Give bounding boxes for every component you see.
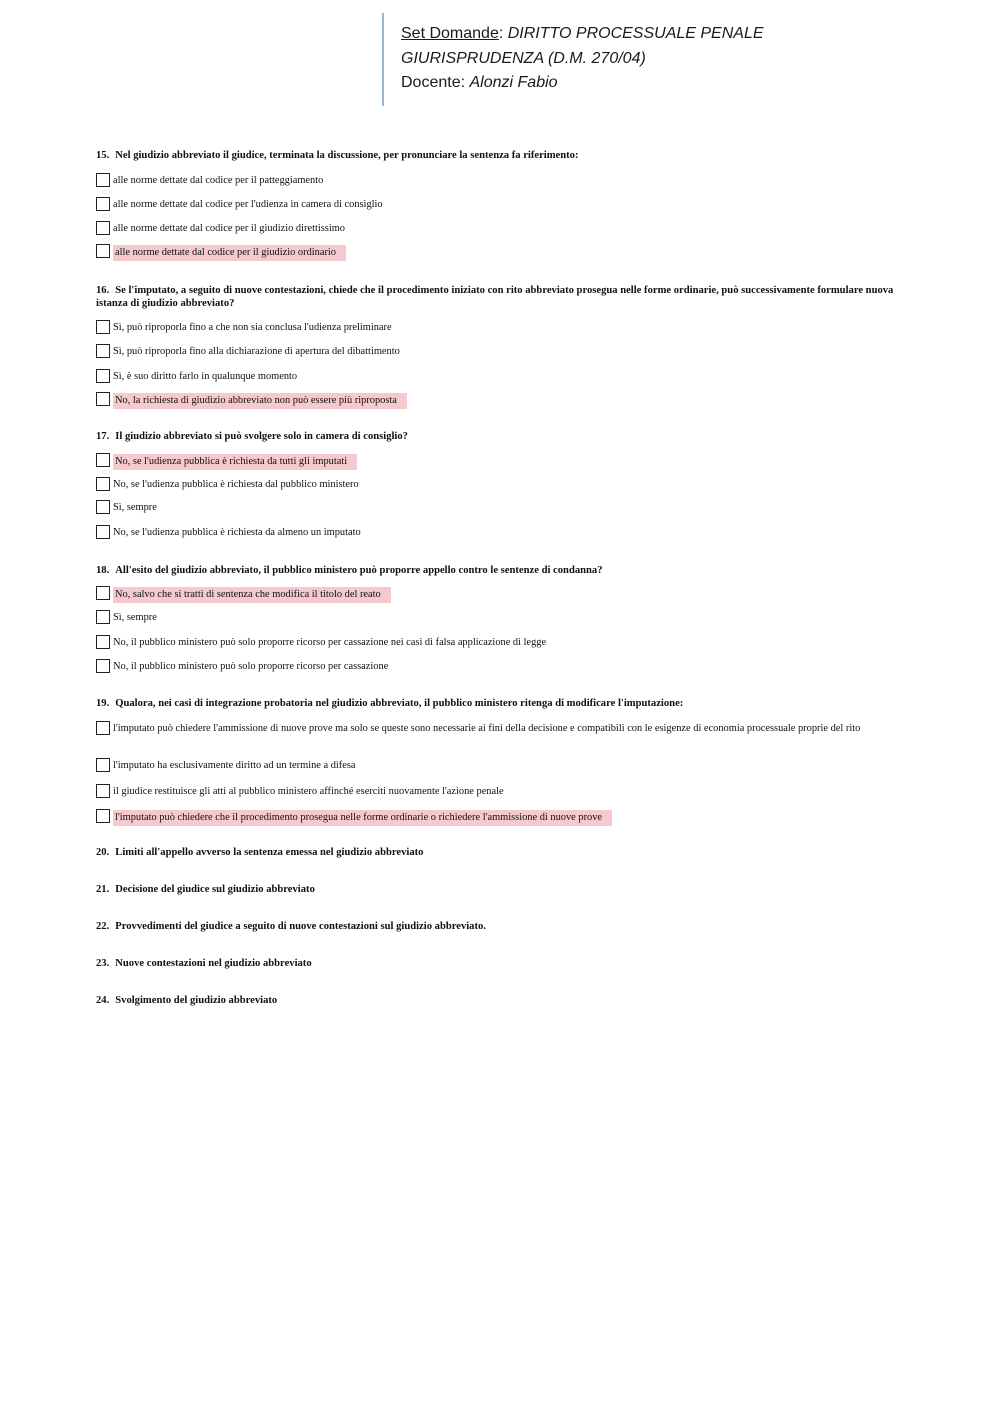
option-text: l'imputato può chiedere che il procedimento prosegua nelle forme ordinarie o richiedere l'ammissione di nuove prove	[113, 810, 612, 826]
checkbox[interactable]	[96, 173, 110, 187]
question-18	[96, 564, 906, 577]
question-text: Nuove contestazioni nel giudizio abbreviato	[115, 958, 312, 969]
question-19	[96, 697, 906, 710]
checkbox[interactable]	[96, 221, 110, 235]
option-text: Sì, sempre	[113, 612, 157, 623]
question-number: 16.	[96, 285, 110, 296]
answer-option-correct[interactable]	[96, 810, 906, 826]
answer-option[interactable]	[96, 660, 906, 673]
answer-option-correct[interactable]	[96, 245, 906, 261]
question-text: Decisione del giudice sul giudizio abbreviato	[115, 884, 315, 895]
checkbox[interactable]	[96, 809, 110, 823]
checkbox[interactable]	[96, 344, 110, 358]
option-text: alle norme dettate dal codice per il giudizio direttissimo	[113, 223, 345, 234]
answer-option[interactable]	[96, 222, 906, 235]
answer-option[interactable]	[96, 478, 906, 491]
option-text: Sì, può riproporla fino alla dichiarazione di apertura del dibattimento	[113, 346, 400, 357]
question-17	[96, 430, 906, 443]
answer-option[interactable]	[96, 722, 906, 735]
question-number: 21.	[96, 884, 110, 895]
option-text: No, salvo che si tratti di sentenza che modifica il titolo del reato	[113, 587, 391, 603]
checkbox[interactable]	[96, 477, 110, 491]
checkbox[interactable]	[96, 197, 110, 211]
option-text: Sì, sempre	[113, 502, 157, 513]
question-text: Qualora, nei casi di integrazione probatoria nel giudizio abbreviato, il pubblico ministero ritenga di modificare l'imputazione:	[115, 698, 684, 709]
set-value-line2: GIURISPRUDENZA (D.M. 270/04)	[401, 49, 646, 67]
question-number: 15.	[96, 150, 110, 161]
option-text: No, se l'udienza pubblica è richiesta da almeno un imputato	[113, 527, 361, 538]
answer-option[interactable]	[96, 526, 906, 539]
set-label: Set Domande	[401, 25, 499, 42]
checkbox[interactable]	[96, 392, 110, 406]
checkbox[interactable]	[96, 500, 110, 514]
question-15	[96, 149, 906, 162]
question-text: Svolgimento del giudizio abbreviato	[115, 995, 278, 1006]
question-number: 24.	[96, 995, 110, 1006]
question-21	[96, 883, 906, 896]
question-text: Nel giudizio abbreviato il giudice, terminata la discussione, per pronunciare la sentenza fa riferimento:	[115, 150, 579, 161]
question-text: Limiti all'appello avverso la sentenza emessa nel giudizio abbreviato	[115, 847, 424, 858]
answer-option[interactable]	[96, 501, 906, 514]
option-text: No, il pubblico ministero può solo proporre ricorso per cassazione nei casi di falsa applicazione di legge	[113, 637, 547, 648]
question-text: Provvedimenti del giudice a seguito di nuove contestazioni sul giudizio abbreviato.	[115, 921, 486, 932]
answer-option[interactable]	[96, 345, 906, 358]
question-text: All'esito del giudizio abbreviato, il pubblico ministero può proporre appello contro le sentenze di condanna?	[115, 565, 603, 576]
checkbox[interactable]	[96, 244, 110, 258]
option-text: No, il pubblico ministero può solo proporre ricorso per cassazione	[113, 661, 389, 672]
checkbox[interactable]	[96, 525, 110, 539]
checkbox[interactable]	[96, 784, 110, 798]
set-line	[401, 22, 942, 47]
question-22	[96, 920, 906, 933]
question-24	[96, 994, 906, 1007]
question-number: 19.	[96, 698, 110, 709]
checkbox[interactable]	[96, 635, 110, 649]
document-header	[382, 13, 942, 106]
answer-option-correct[interactable]	[96, 454, 906, 470]
checkbox[interactable]	[96, 320, 110, 334]
option-text: l'imputato ha esclusivamente diritto ad un termine a difesa	[113, 760, 356, 771]
question-number: 23.	[96, 958, 110, 969]
answer-option[interactable]	[96, 370, 906, 383]
docente-label: Docente:	[401, 74, 466, 91]
checkbox[interactable]	[96, 610, 110, 624]
question-number: 22.	[96, 921, 110, 932]
question-number: 18.	[96, 565, 110, 576]
answer-option[interactable]	[96, 759, 906, 772]
answer-option[interactable]	[96, 174, 906, 187]
checkbox[interactable]	[96, 758, 110, 772]
question-text: Il giudizio abbreviato si può svolgere solo in camera di consiglio?	[115, 431, 408, 442]
question-text: Se l'imputato, a seguito di nuove contestazioni, chiede che il procedimento iniziato con rito abbreviato prosegua nelle forme ordinarie, può successivamente formulare nuova istanza di giudizio abbreviato?	[96, 285, 894, 309]
option-text: alle norme dettate dal codice per il giudizio ordinario	[113, 245, 346, 261]
answer-option-correct[interactable]	[96, 587, 906, 603]
answer-option[interactable]	[96, 785, 906, 798]
option-text: No, la richiesta di giudizio abbreviato non può essere più riproposta	[113, 393, 407, 409]
question-20	[96, 846, 906, 859]
option-text: Sì, può riproporla fino a che non sia conclusa l'udienza preliminare	[113, 322, 392, 333]
docente-value: Alonzi Fabio	[469, 74, 558, 91]
option-text: il giudice restituisce gli atti al pubblico ministero affinché eserciti nuovamente l'azione penale	[113, 786, 504, 797]
answer-option[interactable]	[96, 321, 906, 334]
option-text: alle norme dettate dal codice per l'udienza in camera di consiglio	[113, 199, 383, 210]
option-text: l'imputato può chiedere l'ammissione di nuove prove ma solo se queste sono necessarie ai fini della decisione e compatibili con le esigenze di economia processuale proprie del rito	[113, 723, 861, 734]
checkbox[interactable]	[96, 453, 110, 467]
set-line-2	[401, 47, 942, 72]
checkbox[interactable]	[96, 721, 110, 735]
checkbox[interactable]	[96, 369, 110, 383]
docente-line	[401, 71, 942, 96]
question-23	[96, 957, 906, 970]
option-text: alle norme dettate dal codice per il patteggiamento	[113, 175, 324, 186]
option-text: No, se l'udienza pubblica è richiesta da tutti gli imputati	[113, 454, 357, 470]
checkbox[interactable]	[96, 586, 110, 600]
question-16	[96, 284, 906, 310]
option-text: No, se l'udienza pubblica è richiesta dal pubblico ministero	[113, 479, 359, 490]
set-separator: :	[498, 25, 504, 42]
question-number: 20.	[96, 847, 110, 858]
answer-option-correct[interactable]	[96, 393, 906, 409]
set-value-line1: DIRITTO PROCESSUALE PENALE	[507, 25, 764, 42]
checkbox[interactable]	[96, 659, 110, 673]
answer-option[interactable]	[96, 611, 906, 624]
answer-option[interactable]	[96, 636, 906, 649]
option-text: Sì, è suo diritto farlo in qualunque momento	[113, 371, 298, 382]
question-number: 17.	[96, 431, 110, 442]
answer-option[interactable]	[96, 198, 906, 211]
